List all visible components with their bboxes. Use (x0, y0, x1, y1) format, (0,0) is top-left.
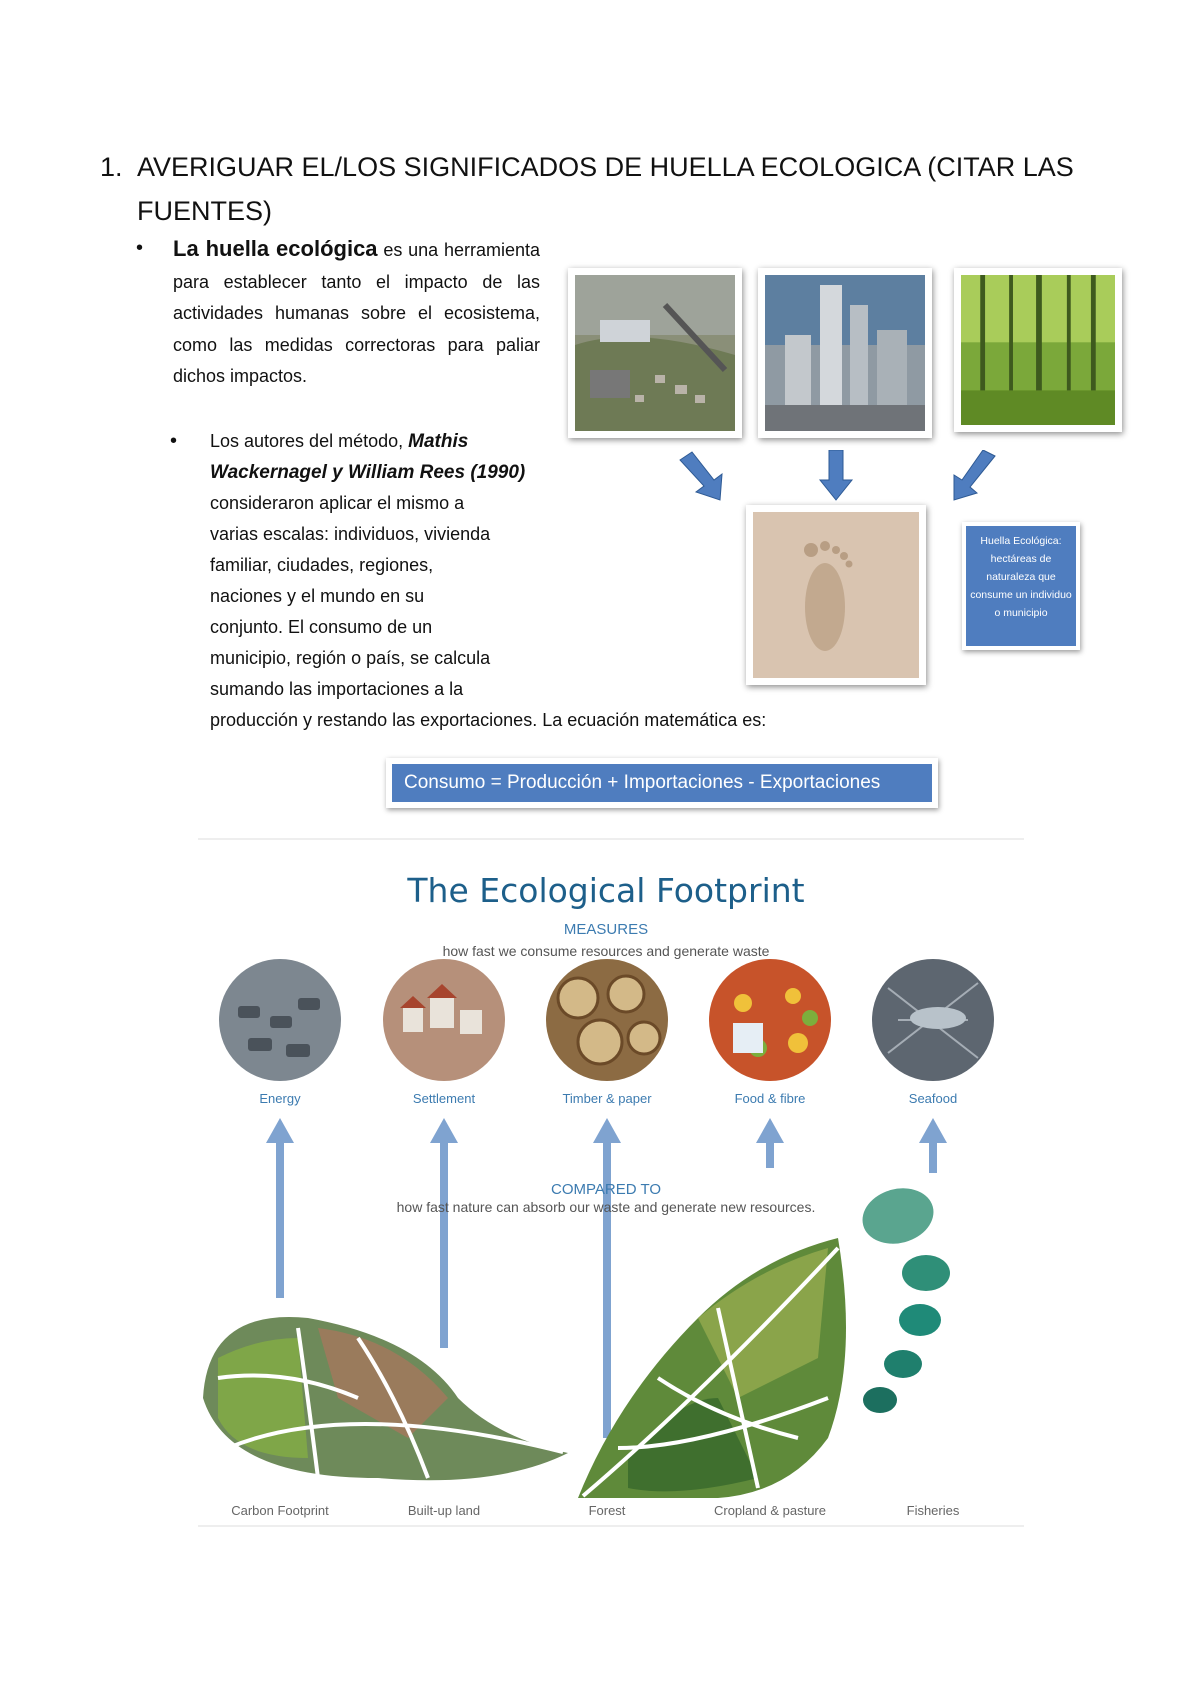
label-timber: Timber & paper (562, 1091, 652, 1106)
definition-text: es una herramienta para establecer tanto el impacto de las actividades humanas sobre el ecosistema, como las medidas correctoras para paliar dichos impactos. (173, 240, 541, 386)
bullet-symbol: • (170, 430, 178, 452)
up-arrow-icon (593, 1118, 621, 1438)
text-line: municipio, región o país, se calcula (210, 648, 491, 668)
bullet-symbol: • (136, 237, 144, 259)
circle-timber (546, 959, 668, 1081)
measures-subtitle: how fast we consume resources and generate waste (442, 943, 770, 959)
compared-subtitle: how fast nature can absorb our waste and generate new resources. (396, 1199, 816, 1215)
text-line: naciones y el mundo en su (210, 586, 425, 606)
resource-circles (219, 959, 994, 1081)
text-line: sumando las importaciones a la (210, 679, 464, 699)
circle-settlement (383, 959, 505, 1081)
compared-label: COMPARED TO (550, 1181, 662, 1198)
authors-name-2: Wackernagel y William Rees (1990) (210, 462, 526, 483)
arrow-down-icon (820, 450, 852, 500)
definition-lead: La huella ecológica (173, 236, 378, 261)
infographic-title: The Ecological Footprint (407, 871, 805, 910)
measures-label: MEASURES (563, 921, 649, 938)
up-arrow-icon (919, 1118, 947, 1173)
up-arrow-icon (430, 1118, 458, 1348)
authors-intro: Los autores del método, (210, 431, 409, 451)
photo-industry (758, 268, 932, 438)
photo-forest (954, 268, 1122, 432)
text-line: varias escalas: individuos, vivienda (210, 524, 491, 544)
label-cropland: Cropland & pasture (713, 1503, 827, 1518)
circle-seafood (872, 959, 994, 1081)
authors-name-1: Mathis (408, 431, 469, 452)
label-forest: Forest (588, 1503, 626, 1518)
bullet-authors (170, 426, 767, 736)
definition-note-box (962, 522, 1080, 650)
definition-note-text: Huella Ecológica: hectáreas de naturaleza que consume un individuo o municipio (966, 526, 1076, 646)
photo-city (568, 268, 742, 438)
circle-food (709, 959, 831, 1081)
up-arrow-icon (266, 1118, 294, 1298)
label-energy: Energy (259, 1091, 301, 1106)
arrow-down-right-icon (680, 452, 722, 500)
definition-paragraph (173, 233, 540, 393)
section-heading (100, 145, 1100, 233)
heading-text: AVERIGUAR EL/LOS SIGNIFICADOS DE HUELLA ECOLOGICA (CITAR LAS FUENTES) (137, 152, 1074, 226)
label-fisheries: Fisheries (906, 1503, 960, 1518)
label-built-up-land: Built-up land (407, 1503, 481, 1518)
photo-footprint (746, 505, 926, 685)
heading-number: 1. (100, 152, 123, 182)
text-line: consideraron aplicar el mismo a (210, 493, 465, 513)
footprint-toes (856, 1181, 950, 1413)
arrows-to-footprint (670, 450, 1010, 510)
circle-energy (219, 959, 341, 1081)
equation-text: Consumo = Producción + Importaciones - Exportaciones (392, 764, 932, 802)
text-line: familiar, ciudades, regiones, (210, 555, 434, 575)
text-line-final: producción y restando las exportaciones. La ecuación matemática es: (210, 710, 767, 730)
label-carbon-footprint: Carbon Footprint (231, 1503, 329, 1518)
text-line: conjunto. El consumo de un (210, 617, 433, 637)
footprint-leaf-left (203, 1317, 568, 1480)
arrow-down-left-icon (954, 450, 995, 500)
label-food: Food & fibre (734, 1091, 806, 1106)
bullet-definition (136, 233, 540, 393)
up-arrow-icon (756, 1118, 784, 1168)
label-settlement: Settlement (412, 1091, 476, 1106)
ecological-footprint-infographic (198, 838, 1024, 1528)
authors-paragraph (210, 426, 750, 705)
label-seafood: Seafood (908, 1091, 958, 1106)
footprint-leaf-right (578, 1238, 846, 1498)
equation-box (386, 758, 938, 808)
